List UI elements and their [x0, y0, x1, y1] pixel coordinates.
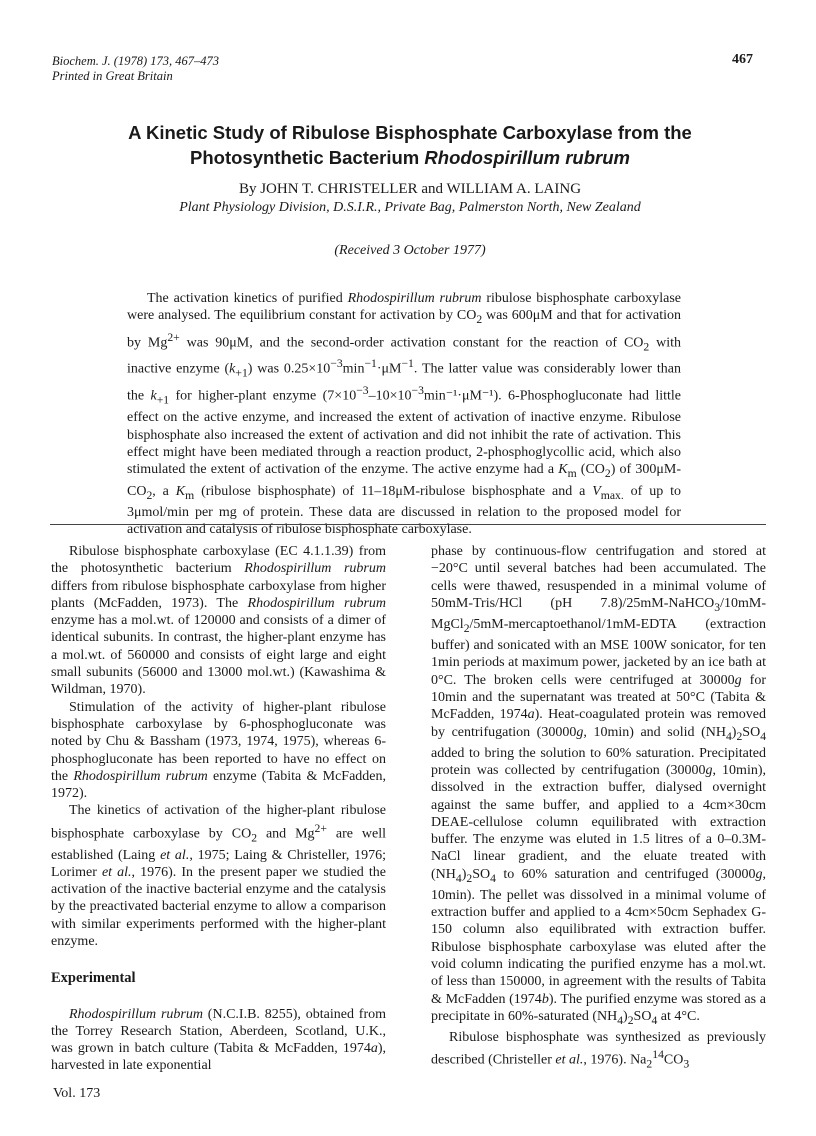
affiliation: Plant Physiology Division, D.S.I.R., Private Bag, Palmerston North, New Zealand — [179, 200, 641, 215]
article-title — [60, 120, 760, 170]
paragraph: The kinetics of activation of the higher-plant ribulose bisphosphate carboxylase by $CO_2$ and $Mg^{2+}$ are well established (Laing et al., 1975; Laing & Christeller, 1976; Lorimer et al., 1976). In the present paper we studied the activation of the inactive bacterial enzyme and the catalysis by the preactivated bacterial enzyme to allow a comparison with similar experiments performed with the higher-plant enzyme. — [51, 803, 386, 949]
right-column — [431, 543, 766, 1073]
authors: By JOHN T. CHRISTELLER and WILLIAM A. LAING — [238, 181, 582, 197]
title-line-2: Photosynthetic Bacterium Rhodospirillum rubrum — [190, 147, 630, 168]
paragraph: Ribulose bisphosphate carboxylase (EC 4.1.1.39) from the photosynthetic bacterium Rhodospirillum rubrum differs from ribulose bisphosphate carboxylase from higher plants (McFadden, 1973). The Rhodospirillum rubrum enzyme has a mol.wt. of 120000 and consists of a dimer of identical subunits. In contrast, the higher-plant enzyme has a mol.wt. of 560000 and consists of eight large and eight small subunits (56000 and 13000 mol.wt.) (Kawashima & Wildman, 1970). — [51, 544, 386, 698]
left-column — [51, 543, 386, 1075]
paragraph: phase by continuous-flow centrifugation and stored at −20°C until several batches had been accumulated. The cells were thawed, resuspended in a minimal volume of 50mM-Tris/HCl (pH 7.8)/25mM-NaHCO$_3$/10mM-MgCl$_2$/5mM-mercaptoethanol/1mM-EDTA (extraction buffer) and sonicated with an MSE 100W sonicator, for ten 1min periods at maximum power, jacketed by an ice bath at 0°C. The broken cells were centrifuged at 30000g for 10min and the supernatant was treated at 50°C (Tabita & McFadden, 1974a). Heat-coagulated protein was removed by centrifugation (30000g, 10min) and solid $(NH_4)_2SO_4$ added to bring the solution to 60% saturation. Precipitated protein was collected by centrifugation (30000g, 10min), dissolved in the extraction buffer, dialysed overnight against the same buffer, and applied to a 4cm×30cm DEAE-cellulose column equilibrated with extraction buffer. The enzyme was eluted in 1.5 litres of a 0–0.3M-NaCl linear gradient, and the eluate treated with $(NH_4)_2SO_4$ to 60% saturation and centrifuged (30000g, 10min). The pellet was dissolved in a minimal volume of extraction buffer and applied to a 4cm×50cm Sephadex G-150 column also equilibrated with extraction buffer. Ribulose bisphosphate carboxylase was eluted after the void column indicating the purified enzyme has a mol.wt. of less than 150000, in agreement with the results of Tabita & McFadden (1974b). The purified enzyme was stored as a precipitate in 60%-saturated $(NH_4)_2SO_4$ at 4°C. — [431, 544, 767, 1027]
paragraph: Stimulation of the activity of higher-plant ribulose bisphosphate carboxylase by 6-phosphogluconate was noted by Chu & Bassham (1973, 1974, 1975), whereas 6-phosphogluconate has been reported to have no effect on the Rhodospirillum rubrum enzyme (Tabita & McFadden, 1972). — [51, 699, 387, 802]
section-heading: Experimental — [51, 970, 136, 987]
paragraph: Ribulose bisphosphate was synthesized as previously described (Christeller et al., 1976). $Na_2^{14}CO_3$ — [431, 1030, 766, 1071]
received-date: (Received 3 October 1977) — [334, 243, 486, 258]
abstract: The activation kinetics of purified Rhodospirillum rubrum ribulose bisphosphate carboxylase were analysed. The equilibrium constant for activation by $CO_2$ was 600μM and that for activation by $Mg^{2+}$ was 90μM, and the second-order activation constant for the reaction of $CO_2$ with inactive enzyme $(k_{+1})$ was $0.25\times 10^{-3}\min^{-1}\cdot\mu M^{-1}$. The latter value was considerably lower than the $k_{+1}$ for higher-plant enzyme $(7\times 10^{-3}-10\times 10^{-3}\min^{-1}\cdot\mu M^{-1})$. 6-Phosphogluconate had little effect on the active enzyme, and increased the extent of activation of inactive enzyme. Ribulose bisphosphate also increased the extent of activation and did not inhibit the rate of activation. This effect might have been mediated through a reaction product, 2-phosphoglycollic acid, which also stimulated the extent of activation of the enzyme. The active enzyme had a $K_m$ $(CO_2)$ of $300\mu M-CO_2$, a $K_m$ (ribulose bisphosphate) of 11–18μM-ribulose bisphosphate and a $V_{max.}$ of up to 3μmol/min per mg of protein. These data are discussed in relation to the proposed model for activation and catalysis of ribulose bisphosphate carboxylase. — [127, 291, 682, 538]
page-number: 467 — [732, 52, 753, 67]
journal-header — [52, 54, 219, 84]
section-divider — [50, 524, 766, 525]
paragraph: Rhodospirillum rubrum (N.C.I.B. 8255), obtained from the Torrey Research Station, Aberdeen, Scotland, U.K., was grown in batch culture (Tabita & McFadden, 1974a), harvested in late exponential — [51, 1006, 386, 1074]
title-line-1: A Kinetic Study of Ribulose Bisphosphate Carboxylase from the — [128, 122, 692, 143]
volume-footer: Vol. 173 — [53, 1086, 101, 1101]
journal-citation: Biochem. J. (1978) 173, 467–473 — [52, 54, 219, 68]
printed-note: Printed in Great Britain — [52, 69, 173, 83]
